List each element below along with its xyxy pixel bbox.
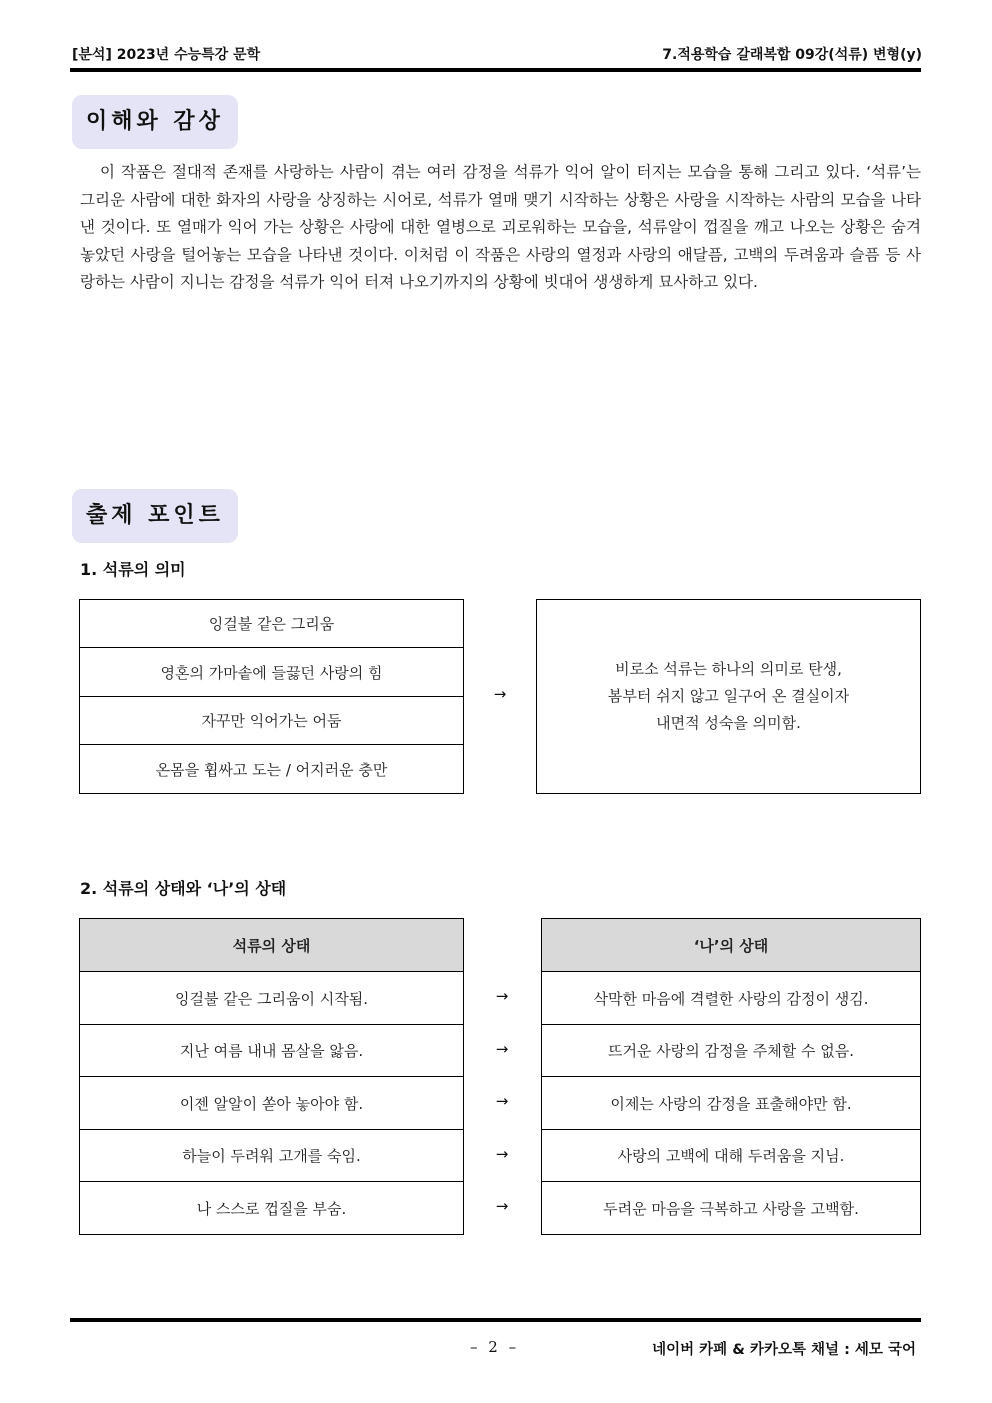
pomegranate-state-cell: 지난 여름 내내 몸살을 앓음. — [80, 1025, 464, 1077]
footer-channel-info: 네이버 카페 & 카카오톡 채널 : 세모 국어 — [652, 1342, 916, 1358]
header-right-title: 7.적용학습 갈래복합 09강(석류) 변형(y) — [662, 47, 922, 63]
arrow-icon: → — [493, 685, 507, 703]
footer-rule — [70, 1318, 921, 1322]
meaning-summary — [608, 656, 849, 737]
meaning-line: 봄부터 쉬지 않고 일구어 온 결실이자 — [607, 687, 850, 705]
speaker-state-cell: 삭막한 마음에 격렬한 사랑의 감정이 생김. — [542, 972, 921, 1025]
speaker-state-cell: 이제는 사랑의 감정을 표출해야만 함. — [542, 1077, 921, 1130]
column-header: 석류의 상태 — [80, 919, 464, 972]
arrow-icon: → — [495, 987, 509, 1005]
page-number: – 2 – — [470, 1338, 520, 1356]
meaning-item: 잉걸불 같은 그리움 — [80, 600, 464, 648]
arrow-icon: → — [495, 1197, 509, 1215]
column-header: ‘나’의 상태 — [542, 919, 921, 972]
meaning-line: 내면적 성숙을 의미함. — [656, 714, 801, 732]
header-rule — [70, 68, 921, 72]
pomegranate-state-table — [79, 918, 464, 1235]
point2-title: 2. 석류의 상태와 ‘나’의 상태 — [80, 879, 287, 898]
header-left-title: [분석] 2023년 수능특강 문학 — [72, 47, 261, 63]
section-title-understanding: 이해와 감상 — [72, 95, 238, 149]
meaning-line: 비로소 석류는 하나의 의미로 탄생, — [615, 660, 842, 678]
meaning-summary-box — [536, 599, 921, 794]
meaning-item: 자꾸만 익어가는 어둠 — [80, 697, 464, 745]
pomegranate-meaning-table — [79, 599, 464, 794]
pomegranate-state-cell: 하늘이 두려워 고개를 숙임. — [80, 1130, 464, 1182]
arrow-icon: → — [495, 1092, 509, 1110]
pomegranate-state-cell: 나 스스로 껍질을 부숨. — [80, 1182, 464, 1235]
point1-title: 1. 석류의 의미 — [80, 560, 186, 579]
arrow-icon: → — [495, 1145, 509, 1163]
meaning-item: 온몸을 휩싸고 도는 / 어지러운 충만 — [80, 745, 464, 794]
speaker-state-cell: 두려운 마음을 극복하고 사랑을 고백함. — [542, 1182, 921, 1235]
pomegranate-state-cell: 이젠 알알이 쏟아 놓아야 함. — [80, 1077, 464, 1130]
meaning-item: 영혼의 가마솥에 들끓던 사랑의 힘 — [80, 648, 464, 697]
speaker-state-table — [541, 918, 921, 1235]
section-title-exam-points: 출제 포인트 — [72, 489, 238, 543]
appreciation-paragraph: 이 작품은 절대적 존재를 사랑하는 사람이 겪는 여러 감정을 석류가 익어 알이 터지는 모습을 통해 그리고 있다. ‘석류’는 그리운 사람에 대한 화자의 사랑을 상징하는 시어로, 석류가 열매 맺기 시작하는 상황은 사랑을 시작하는 사람의 모습을 나타낸 것이다. 또 열매가 익어 가는 상황은 사랑에 대한 열병으로 괴로워하는 모습을, 석류알이 껍질을 깨고 나오는 상황은 숨겨 놓았던 사랑을 털어놓는 모습을 나타낸 것이다. 이처럼 이 작품은 사랑의 열정과 사랑의 애달픔, 고백의 두려움과 슬픔 등 사랑하는 사람이 지니는 감정을 석류가 익어 터져 나오기까지의 상황에 빗대어 생생하게 묘사하고 있다. — [80, 163, 921, 291]
speaker-state-cell: 뜨거운 사랑의 감정을 주체할 수 없음. — [542, 1025, 921, 1077]
speaker-state-cell: 사랑의 고백에 대해 두려움을 지님. — [542, 1130, 921, 1182]
arrow-icon: → — [495, 1040, 509, 1058]
pomegranate-state-cell: 잉걸불 같은 그리움이 시작됨. — [80, 972, 464, 1025]
